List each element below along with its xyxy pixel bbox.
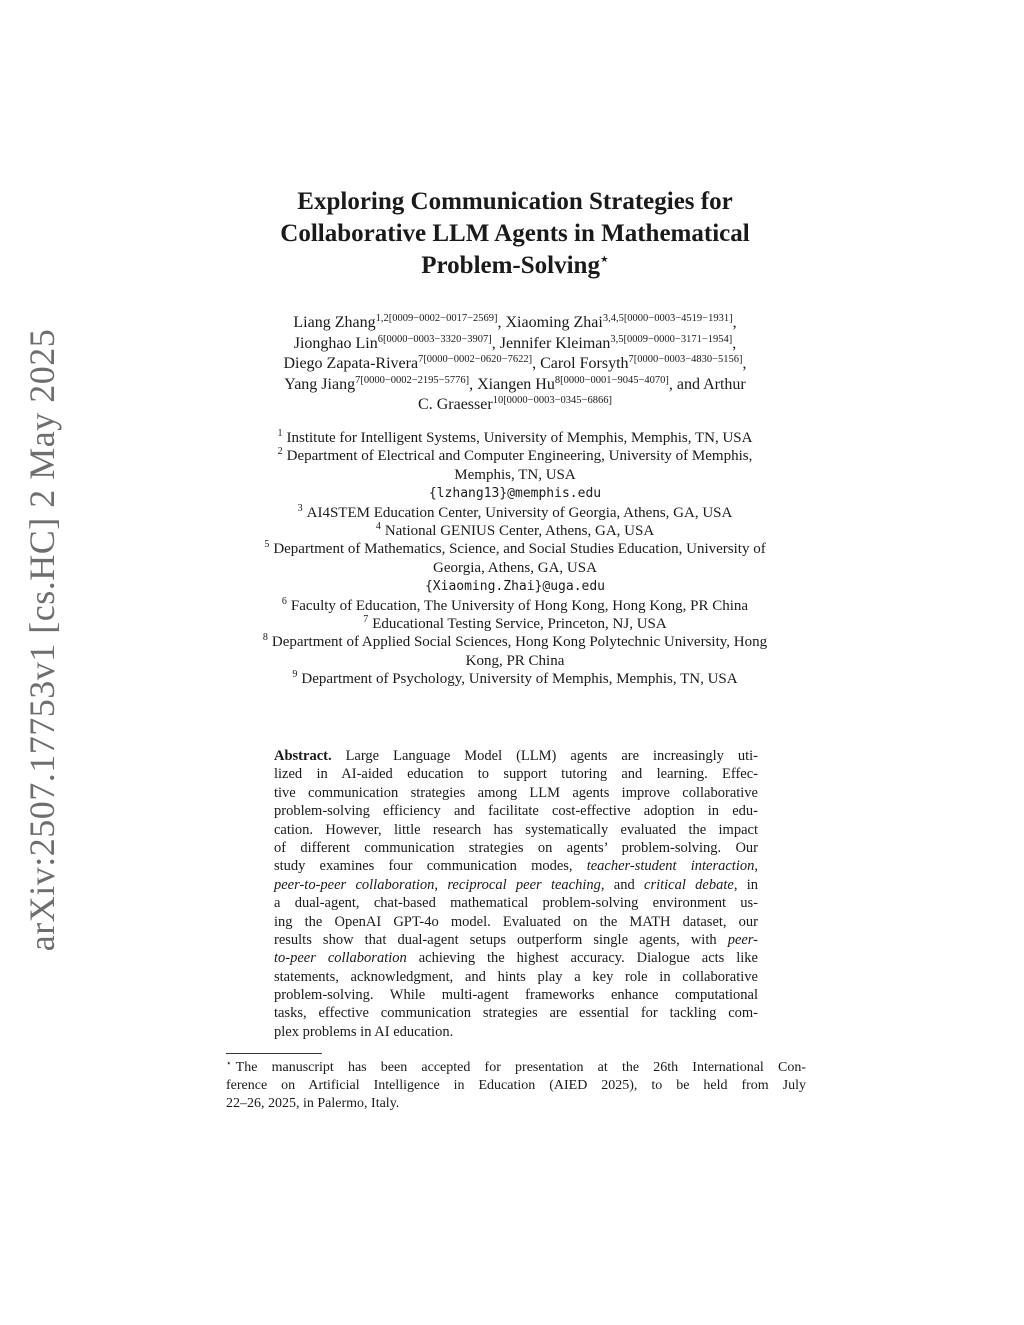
title-line: Collaborative LLM Agents in Mathematical xyxy=(280,220,750,247)
abstract-emphasis: critical debate xyxy=(644,876,734,893)
author-line xyxy=(210,395,820,416)
affiliation-list xyxy=(210,429,820,689)
abstract-line xyxy=(274,986,758,1004)
abstract-text: results show that dual-agent setups outperform single agents, with xyxy=(274,931,728,948)
affiliation-mark: 5 xyxy=(264,539,270,551)
arxiv-identifier-text: arXiv:2507.17753v1 [cs.HC] 2 May 2025 xyxy=(22,328,62,952)
abstract-line xyxy=(274,784,758,802)
abstract-line xyxy=(274,1023,758,1041)
abstract-text: , in xyxy=(733,876,759,893)
abstract-text: ing the OpenAI GPT-4o model. Evaluated on the MATH dataset, our xyxy=(274,913,758,930)
affiliation-continuation: Kong, PR China xyxy=(465,652,565,669)
abstract-label: Abstract. xyxy=(274,748,332,764)
abstract-line xyxy=(274,802,758,820)
abstract-line xyxy=(274,857,758,875)
author-separator: , xyxy=(732,334,737,352)
affiliation-item xyxy=(210,522,820,540)
abstract-text: lized in AI-aided education to support tutoring and learning. Effec- xyxy=(274,766,758,783)
affiliation-text: AI4STEM Education Center, University of Georgia, Athens, GA, USA xyxy=(306,504,733,521)
footnote-mark: ⋆ xyxy=(226,1058,232,1068)
abstract-text: Large Language Model (LLM) agents are increasingly uti- xyxy=(331,748,758,764)
author-name: Jionghao Lin xyxy=(293,334,378,352)
abstract-line xyxy=(274,949,758,967)
author-name: Yang Jiang xyxy=(284,375,356,393)
affiliation-mark: 3 xyxy=(297,502,303,514)
affiliation-text: Department of Psychology, University of Memphis, Memphis, TN, USA xyxy=(301,671,738,688)
affiliation-item xyxy=(210,429,820,447)
abstract-text: , xyxy=(754,858,758,875)
author-separator: , xyxy=(497,314,506,331)
affiliation-mark: 7 xyxy=(363,614,369,626)
footnote-line xyxy=(226,1077,806,1095)
abstract-line xyxy=(274,1004,758,1022)
abstract-line xyxy=(274,894,758,912)
abstract-text: achieving the highest accuracy. Dialogue acts like xyxy=(406,950,758,967)
affiliation-item xyxy=(210,504,820,522)
abstract-text: a dual-agent, chat-based mathematical problem-solving environment us- xyxy=(274,895,758,912)
affiliation-text: National GENIUS Center, Athens, GA, USA xyxy=(384,523,655,540)
footnote-line xyxy=(226,1095,806,1113)
author-orcid: 1,2[0009−0002−0017−2569] xyxy=(375,313,498,324)
footnote-text: 22–26, 2025, in Palermo, Italy. xyxy=(226,1096,400,1112)
author-name: Diego Zapata-Rivera xyxy=(283,355,419,372)
title-line-last xyxy=(200,250,830,282)
author-line xyxy=(210,375,820,396)
author-email: {lzhang13}@memphis.edu xyxy=(428,486,602,502)
author-name: Carol Forsyth xyxy=(540,355,629,372)
affiliation-text: Department of Electrical and Computer Engineering, University of Memphis, xyxy=(286,448,753,465)
author-separator: , xyxy=(469,375,478,393)
abstract-line xyxy=(274,931,758,949)
abstract-line xyxy=(274,839,758,857)
author-orcid: 7[0000−0002−0620−7622] xyxy=(418,354,533,365)
author-line xyxy=(210,334,820,355)
abstract-text: problem-solving efficiency and facilitate cost-effective adoption in edu- xyxy=(274,803,758,820)
author-line xyxy=(210,354,820,375)
author-email: {Xiaoming.Zhai}@uga.edu xyxy=(424,579,605,595)
author-orcid: 3,5[0009−0000−3171−1954] xyxy=(610,333,733,345)
affiliation-text: Department of Mathematics, Science, and Social Studies Education, University of xyxy=(273,541,766,558)
author-name: Liang Zhang xyxy=(293,314,376,331)
author-name: Xiangen Hu xyxy=(477,375,555,393)
affiliation-mark: 6 xyxy=(281,595,287,607)
affiliation-item xyxy=(210,670,820,688)
author-separator: , xyxy=(732,314,737,331)
author-orcid: 8[0000−0001−9045−4070] xyxy=(554,374,669,386)
affiliation-item xyxy=(210,615,820,633)
affiliation-continuation: Georgia, Athens, GA, USA xyxy=(433,559,597,576)
author-line xyxy=(210,313,820,334)
abstract-text: tasks, effective communication strategies are essential for tackling com- xyxy=(274,1005,758,1022)
title-line: Exploring Communication Strategies for xyxy=(297,188,733,215)
affiliation-item xyxy=(210,540,820,558)
footnote-text: The manuscript has been accepted for presentation at the 26th International Con- xyxy=(235,1060,806,1075)
author-orcid: 7[0000−0002−2195−5776] xyxy=(355,374,470,386)
title-footnote-mark: ⋆ xyxy=(599,252,609,268)
author-name: C. Graesser xyxy=(418,396,493,413)
abstract-text: cation. However, little research has systematically evaluated the impact xyxy=(274,821,758,838)
abstract-text: study examines four communication modes, xyxy=(274,858,587,875)
author-name: Xiaoming Zhai xyxy=(505,314,603,331)
author-separator: , xyxy=(491,334,500,352)
author-orcid: 10[0000−0003−0345−6866] xyxy=(492,395,612,406)
affiliation-item xyxy=(210,447,820,465)
affiliation-email-row xyxy=(210,577,820,596)
abstract xyxy=(274,747,758,1041)
author-orcid: 7[0000−0003−4830−5156] xyxy=(628,354,743,365)
affiliation-mark: 8 xyxy=(262,632,268,644)
author-orcid: 6[0000−0003−3320−3907] xyxy=(377,333,492,345)
abstract-text: tive communication strategies among LLM agents improve collaborative xyxy=(274,784,758,801)
footnote xyxy=(226,1059,806,1114)
paper-title xyxy=(200,186,830,282)
abstract-emphasis: to-peer collaboration xyxy=(274,950,407,967)
affiliation-item xyxy=(210,633,820,651)
author-orcid: 3,4,5[0000−0003−4519−1931] xyxy=(602,313,733,324)
author-separator: , xyxy=(532,355,541,372)
affiliation-item xyxy=(210,597,820,615)
abstract-line xyxy=(274,821,758,839)
abstract-line xyxy=(274,765,758,783)
affiliation-mark: 9 xyxy=(292,669,298,681)
affiliation-text: Educational Testing Service, Princeton, NJ, USA xyxy=(372,616,667,633)
abstract-text: , xyxy=(434,876,448,893)
abstract-emphasis: peer- xyxy=(727,931,758,948)
footnote-line xyxy=(226,1059,806,1077)
author-list xyxy=(210,313,820,416)
abstract-emphasis: teacher-student interaction xyxy=(586,858,755,875)
abstract-line xyxy=(274,913,758,931)
abstract-text: , and xyxy=(600,876,645,893)
affiliation-email-row xyxy=(210,484,820,503)
affiliation-text: Institute for Intelligent Systems, University of Memphis, Memphis, TN, USA xyxy=(286,430,753,446)
affiliation-text: Department of Applied Social Sciences, Hong Kong Polytechnic University, Hong xyxy=(271,634,768,651)
title-line-text: Problem-Solving xyxy=(421,252,600,279)
abstract-emphasis: reciprocal peer teaching xyxy=(447,876,601,893)
abstract-emphasis: peer-to-peer collaboration xyxy=(274,876,435,893)
author-name: Jennifer Kleiman xyxy=(499,334,611,352)
footnote-rule xyxy=(226,1053,322,1054)
footnote-text: ference on Artificial Intelligence in Education (AIED 2025), to be held from July xyxy=(226,1078,806,1094)
author-separator: , xyxy=(742,355,747,372)
affiliation-mark: 2 xyxy=(277,446,283,458)
abstract-line xyxy=(274,747,758,765)
abstract-text: problem-solving. While multi-agent frameworks enhance computational xyxy=(274,987,758,1004)
abstract-line xyxy=(274,876,758,894)
affiliation-text: Faculty of Education, The University of Hong Kong, Hong Kong, PR China xyxy=(290,597,749,614)
affiliation-mark: 1 xyxy=(277,428,283,439)
affiliation-continuation: Memphis, TN, USA xyxy=(454,466,576,483)
abstract-text: statements, acknowledgment, and hints play a key role in collaborative xyxy=(274,968,758,985)
abstract-text: of different communication strategies on agents’ problem-solving. Our xyxy=(274,839,758,856)
abstract-line xyxy=(274,968,758,986)
abstract-text: plex problems in AI education. xyxy=(274,1023,454,1040)
affiliation-mark: 4 xyxy=(375,521,381,533)
author-separator: , and Arthur xyxy=(668,375,746,393)
